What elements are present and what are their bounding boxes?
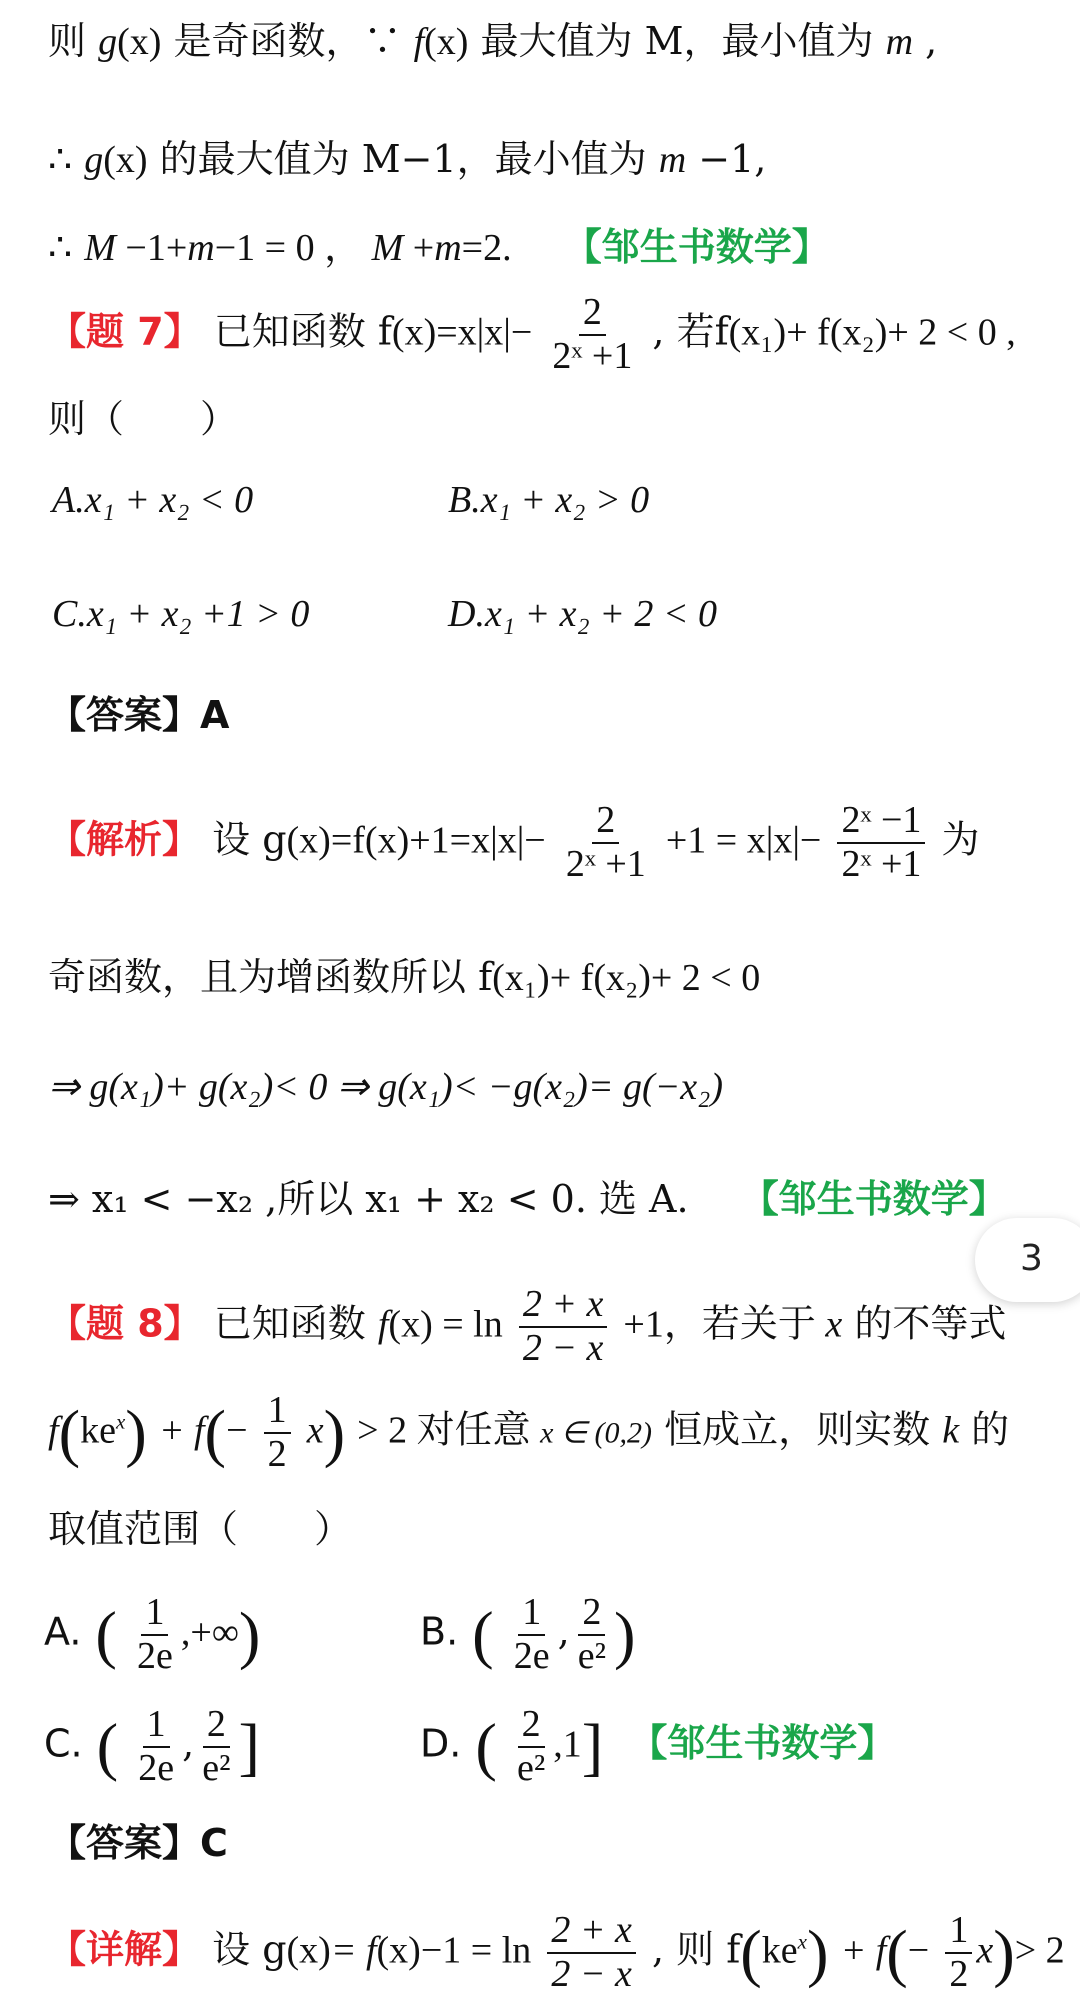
- option-b: B.x₁ + x₂ > 0: [448, 479, 650, 521]
- brand-tag: 【邹生书数学】: [629, 1721, 896, 1766]
- answer-8: 【答案】C: [48, 1821, 228, 1865]
- question-8-line-3: 取值范围（ ）: [48, 1507, 353, 1551]
- question-tag: 【题 8】: [48, 1301, 202, 1346]
- fraction: $\frac{1}{2}$: [264, 1390, 291, 1476]
- solution-7-line-4: ⇒ x₁ < −x₂ ,所以 x₁ + x₂ < 0. 选 A. 【邹生书数学】: [48, 1177, 1007, 1221]
- brand-tag: 【邹生书数学】: [740, 1177, 1007, 1221]
- question-8: 【题 8】 已知函数 f(x) = ln $\frac{2 + x}{2 - x}$ +1，若关于 x 的不等式: [48, 1283, 1007, 1369]
- fraction: $\frac{2}{\text{2ˣ +1}}$: [552, 291, 633, 377]
- option-a: A.x₁ + x₂ < 0: [52, 479, 254, 521]
- option-c: C. ( $\frac{1}{2e}$ , $\frac{2}{\text{e²}}$ ]: [44, 1703, 260, 1789]
- option-d: D.x₁ + x₂ + 2 < 0: [448, 593, 718, 635]
- option-a: A. ( $\frac{1}{2e}$ ,+∞): [44, 1591, 261, 1677]
- answer-7: 【答案】A: [48, 693, 230, 737]
- option-b: B. ( $\frac{1}{2e}$ , $\frac{2}{\text{e²}}$ ): [420, 1591, 636, 1677]
- fraction: $\frac{2}{\text{e²}}$: [516, 1703, 546, 1789]
- brand-tag: 【邹生书数学】: [563, 225, 830, 269]
- question-8-line-2: $f(ke^x) + f(-$ $\frac{1}{2}$ x) > 2 对任意 x ∈ (0,2) 恒成立，则实数 k 的: [48, 1389, 1010, 1475]
- option-d: D. ( $\frac{2}{\text{e²}}$ ,1] 【邹生书数学】: [420, 1703, 896, 1789]
- text-line-2: ∴ g(x) 的最大值为 M−1，最小值为 m −1,: [48, 137, 767, 181]
- question-7: 【题 7】 已知函数 f(x)=x|x|− $\frac{2}{\text{2ˣ +1}}$ , 若f(x₁)+ f(x₂)+ 2 < 0 ,: [48, 291, 1016, 377]
- solution-tag: 【解析】: [48, 817, 201, 862]
- fraction: $\frac{\text{2ˣ −1}}{\text{2ˣ +1}}$: [837, 800, 925, 886]
- page-number: 3: [1020, 1238, 1043, 1279]
- page-number-badge[interactable]: [975, 1218, 1080, 1302]
- fraction: $\frac{1}{2e}$: [513, 1591, 550, 1677]
- text-line-3: ∴ M −1+m−1 = 0 ， M +m=2. 【邹生书数学】: [48, 225, 830, 269]
- fraction: $\frac{2}{\text{e²}}$: [577, 1591, 606, 1677]
- option-c: C.x₁ + x₂ +1 > 0: [52, 593, 310, 635]
- solution-7-line-2: 奇函数，且为增函数所以 f(x₁)+ f(x₂)+ 2 < 0: [48, 955, 761, 999]
- solution-tag: 【详解】: [48, 1927, 201, 1972]
- solution-8: 【详解】 设 g(x)= f(x)−1 = ln $\frac{2 + x}{2 - x}$ , 则 $f(ke^x) + f(-$ $\frac{1}{2}$ x)> 2: [48, 1909, 1065, 1995]
- question-7-then: 则（ ）: [48, 397, 239, 441]
- fraction: $\frac{2 + x}{2 - x}$: [519, 1284, 608, 1370]
- solution-7-line-3: ⇒ g(x₁)+ g(x₂)< 0 ⇒ g(x₁)< −g(x₂)= g(−x₂): [48, 1066, 724, 1108]
- fraction: $\frac{1}{2e}$: [137, 1591, 173, 1677]
- fraction: $\frac{2}{\text{e²}}$: [202, 1703, 231, 1789]
- fraction: $\frac{2}{\text{2ˣ +1}}$: [565, 799, 646, 885]
- fraction: $\frac{1}{2e}$: [138, 1703, 175, 1789]
- text-line-1: 则 g(x) 是奇函数，∵ f(x) 最大值为 M，最小值为 m ,: [48, 19, 938, 63]
- solution-7: 【解析】 设 g(x)=f(x)+1=x|x|− $\frac{2}{\text{2ˣ +1}}$ +1 = x|x|− $\frac{\text{2ˣ −1}}{\text{2ˣ +1}}$ 为: [48, 799, 980, 885]
- fraction: $\frac{1}{2}$: [945, 1910, 972, 1996]
- fraction: $\frac{2 + x}{2 - x}$: [547, 1910, 636, 1996]
- question-tag: 【题 7】: [48, 309, 202, 354]
